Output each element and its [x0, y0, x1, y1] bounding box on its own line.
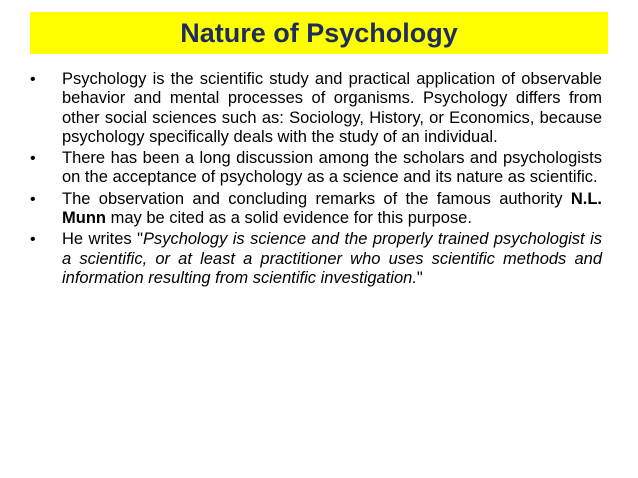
bullet-text-start: The observation and concluding remarks of the famous authority [62, 189, 571, 208]
title-bar [30, 12, 608, 54]
bullet-text-start: He writes " [62, 230, 143, 249]
bullet-icon: • [30, 190, 36, 208]
bullet-list [30, 70, 602, 290]
bullet-text: Psychology is the scientific study and practical application of observable behavior and mental processes of organisms. Psychology differs from other social sciences such as: Sociology, History, or Economics, because psychology specifically deals with the study of an individual. [62, 70, 602, 146]
bullet-icon: • [30, 71, 36, 88]
bullet-item-2 [30, 149, 602, 188]
bullet-icon: • [30, 150, 36, 168]
author-name: N.L. Munn [62, 189, 602, 228]
quotation: Psychology is science and the properly trained psychologist is a scientific, or at least a practitioner who uses scientific methods and information resulting from scientific investigation. [62, 230, 602, 287]
bullet-icon: • [30, 231, 36, 249]
bullet-text-end: " [416, 268, 423, 287]
bullet-item-1 [30, 70, 602, 147]
bullet-text: There has been a long discussion among the scholars and psychologists on the acceptance of psychology as a science and its nature as scientific. [62, 149, 602, 187]
bullet-item-4 [30, 230, 602, 288]
slide-title: Nature of Psychology [180, 17, 458, 48]
bullet-text-end: may be cited as a solid evidence for this purpose. [105, 209, 472, 228]
bullet-item-3 [30, 190, 602, 229]
